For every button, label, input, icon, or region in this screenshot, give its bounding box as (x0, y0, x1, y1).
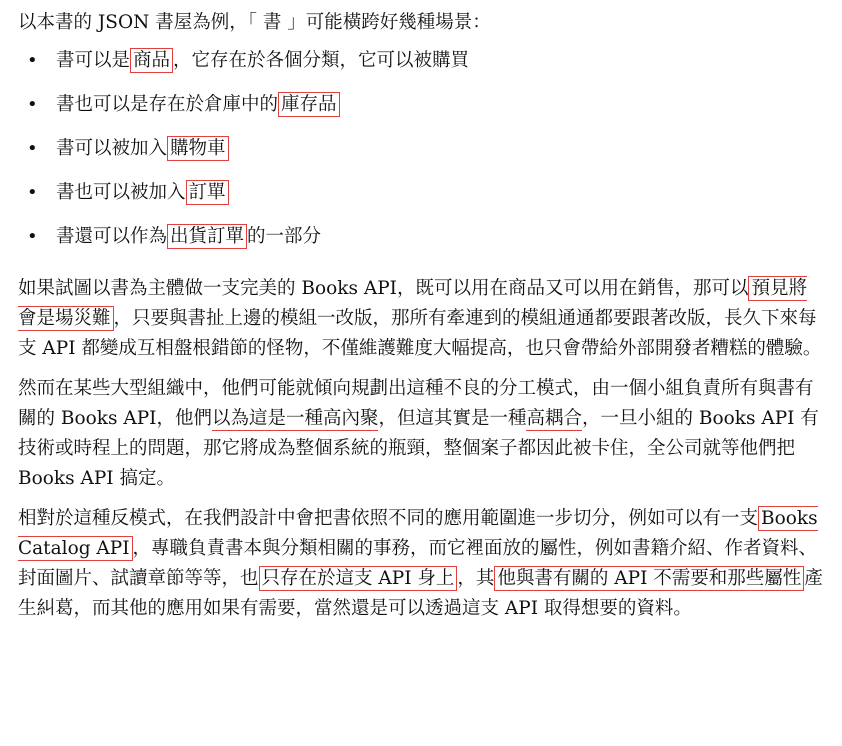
paragraph-text: ，只要與書扯上邊的模組一改版，那所有牽連到的模組通通都要跟著改版，長久下來每支 API 都變成互相盤根錯節的怪物，不僅維護難度大幅提高，也只會帶給外部開發者糟糕的體驗。 (18, 308, 822, 359)
list-item (18, 178, 824, 222)
item-text: 書還可以作為 (56, 226, 168, 247)
paragraph-text: 然而在某些大型組織中，他們可能就傾向規劃出這種不良的分工模式，由一個小組負責所有與書有關的 Books API，他們 (18, 378, 814, 429)
highlight-box: 購物車 (167, 136, 229, 161)
highlight-box: 出貨訂單 (167, 224, 247, 249)
highlight-box: 商品 (130, 48, 173, 73)
highlight-box: Books Catalog API (18, 508, 818, 559)
highlight-box: 預見將會是場災難 (18, 278, 807, 329)
item-text: 書也可以是存在於倉庫中的 (56, 94, 279, 115)
highlight-box: 他與書有關的 API 不需要和那些屬性 (494, 566, 804, 591)
paragraph-3 (18, 504, 824, 624)
highlight-box: 庫存品 (278, 92, 340, 117)
intro-text: 以本書的 JSON 書屋為例，「 書 」可能橫跨好幾種場景： (18, 12, 491, 33)
paragraph-text: 相對於這種反模式，在我們設計中會把書依照不同的應用範圍進一步切分，例如可以有一支 (18, 508, 759, 529)
highlight-box: 訂單 (186, 180, 229, 205)
document-body (18, 8, 824, 634)
list-item (18, 222, 824, 266)
item-text: 書可以被加入 (56, 138, 168, 159)
list-item (18, 134, 824, 178)
item-text: 書也可以被加入 (56, 182, 186, 203)
paragraph-text: ，一旦小組的 Books API 有技術或時程上的問題，那它將成為整個系統的瓶頸，整個案子都因此被卡住，全公司就等他們把 Books API 搞定。 (18, 408, 819, 489)
paragraph-text: ，其 (457, 568, 495, 589)
paragraph-text: 如果試圖以書為主體做一支完美的 Books API，既可以用在商品又可以用在銷售，那可以 (18, 278, 749, 299)
list-item (18, 46, 824, 90)
item-text: 的一部分 (247, 226, 322, 247)
paragraph-text: ，專職負責書本與分類相關的事務，而它裡面放的屬性，例如書籍介紹、作者資料、封面圖片、試讀章節等等，也 (18, 538, 818, 589)
scenario-list (18, 46, 824, 266)
list-item (18, 90, 824, 134)
item-text: ，它存在於各個分類，它可以被購買 (173, 50, 470, 71)
item-text: 書可以是 (56, 50, 131, 71)
paragraph-2 (18, 374, 824, 494)
paragraph-1 (18, 274, 824, 364)
paragraph-text: ，但這其實是一種 (378, 408, 527, 429)
underline-highlight: 高耦合 (526, 408, 582, 429)
underline-highlight: 以為這是一種高內聚 (211, 408, 379, 429)
highlight-box: 只存在於這支 API 身上 (259, 566, 458, 591)
paragraph-text: 產生糾葛，而其他的應用如果有需要，當然還是可以透過這支 API 取得想要的資料。 (18, 568, 823, 619)
